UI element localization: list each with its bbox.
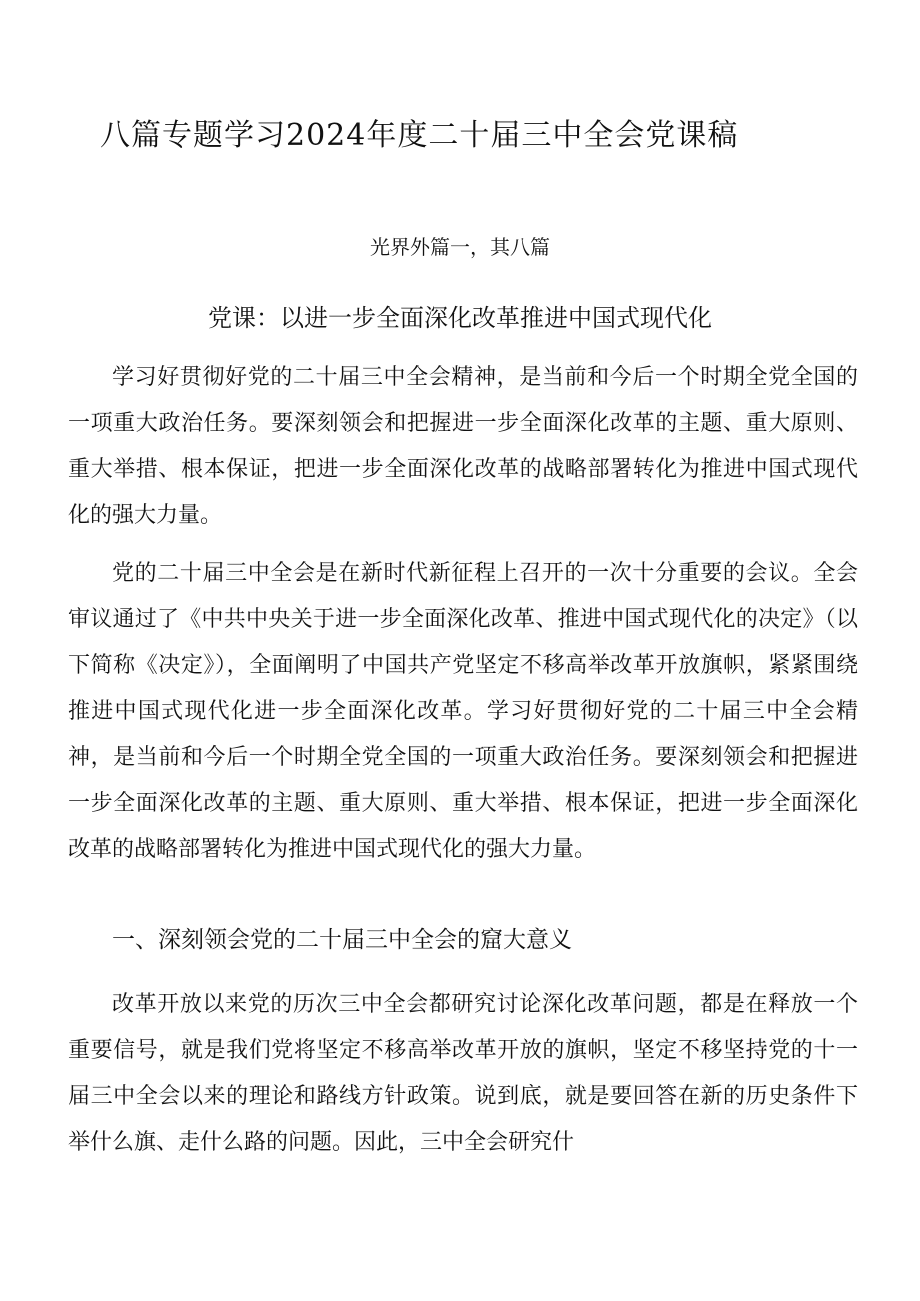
document-subtitle: 光界外篇一，其八篇: [370, 235, 550, 259]
document-title: 八篇专题学习2024年度二十届三中全会党课稿: [100, 118, 739, 153]
heading-part-one: 一、深刻领会党的二十届三中全会的窟大意义: [112, 927, 572, 953]
paragraph-2: 党的二十届三中全会是在新时代新征程上召开的一次十分重要的会议。全会审议通过了《中共中央关于进一步全面深化改革、推进中国式现代化的决定》（以下简称《决定》），全面阐明了中国共产党坚定不移高举改革开放旗帜，紧紧围绕推进中国式现代化进一步全面深化改革。学习好贯彻好党的二十届三中全会精神，是当前和今后一个时期全党全国的一项重大政治任务。要深刻领会和把握进一步全面深化改革的主题、重大原则、重大举措、根本保证，把进一步全面深化改革的战略部署转化为推进中国式现代化的强大力量。: [68, 561, 858, 862]
paragraph-1: 学习好贯彻好党的二十届三中全会精神，是当前和今后一个时期全党全国的一项重大政治任务。要深刻领会和把握进一步全面深化改革的主题、重大原则、重大举措、根本保证，把进一步全面深化改革的战略部署转化为推进中国式现代化的强大力量。: [68, 365, 858, 528]
paragraph-3: 改革开放以来党的历次三中全会都研究讨论深化改革问题，都是在释放一个重要信号，就是我们党将坚定不移高举改革开放的旗帜，坚定不移坚持党的十一届三中全会以来的理论和路线方针政策。说到底，就是要回答在新的历史条件下举什么旗、走什么路的问题。因此，三中全会研究什: [68, 992, 858, 1155]
section-heading: 党课：以进一步全面深化改革推进中国式现代化: [208, 304, 712, 332]
